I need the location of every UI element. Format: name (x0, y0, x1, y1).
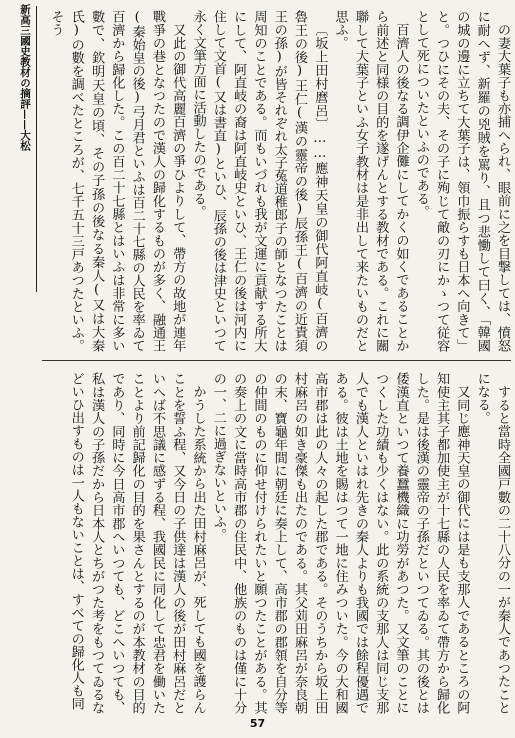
header-rule (36, 6, 37, 292)
paragraph: の妻大葉子も亦捕へられ、眼前に之を目撃しては、憤怒に耐へず、新羅の兇賊を罵り、且つ悲慟して曰く、「韓國の城の邊に立ちて大葉子は、領巾振らすも日本へ向きて」と。つひにその夫、その子に殉じて敵の刃にかゝつて従容として死についたといふのである。 (413, 10, 510, 352)
paragraph: かうした系統から出た田村麻呂が、死しても國を護らんことを誓ふ程、又今日の子供達は漢人の後が田村麻呂だといへば不思議に感ずる程、我國民に同化して忠君を働いたことより前記歸化の目的を果さんとするのが本教材の目的であり、同時に今日高市郡へいつても、どこへいつても、私は漢人の子孫だから日本人とちがつた考をもつてゐるなどいひ出すものは一人もないことは、すべての歸化人も同 (68, 372, 206, 714)
upper-column (42, 10, 512, 352)
paragraph: 百濟人の後なる調伊企儺にしてかくの如くであることから前述と同様の目的を遂げんとする教材である。これに關聯して大葉子といふ女子教材は是非出して来たいものだと思ふ。 (332, 10, 409, 352)
lower-column (42, 372, 512, 714)
running-header: 新高三國史教材の摘評——大松 (19, 4, 31, 151)
page-number: 57 (249, 717, 266, 730)
column-divider (42, 360, 511, 361)
paragraph: 又此の御代高麗百濟の爭ひよりして、帶方の故地が連年戰爭の巷となつたので漢人の歸化するものが多く、融通王(秦始皇の後)弓月君といふは百二十七縣の人民を率ゐて百濟から歸化した。この百二十七縣とはいふは非常に多い數で、欽明天皇の頃、その子孫の後なる秦人(又は大秦氏)の數を調べたところが、七千五十三戸あつたといふ。そう (48, 10, 186, 352)
paragraph: すると當時全國戸數の二十八分の一が秦人であつたことになる。 (474, 372, 510, 714)
paragraph: 〔坂上田村麿呂〕……應神天皇の御代阿直岐(百濟の魯王の後)王仁(漢の靈帝の後)辰孫王(百濟の近貴須王の孫)が皆それぞれ太子菟道稚郎子の師となつたことは周知のことである。而もいづれも我が文運に貢献する所大にして、阿直岐の裔は阿直岐史といひ、王仁の後は河内に住して文首(又は書直)といひ、辰孫の後は津史といつて永く文筆方面に活動したのである。 (190, 10, 328, 352)
paragraph: 又同じ應神天皇の御代には是も支那人であるところの阿知使主其子都加使主が十七縣の人民を率ゐて帶方から歸化した。是は後漢の靈帝の子孫だといつてゐる。其の後とは倭漢直といつて養蠶機織に功勞があつた。又文筆のことにつくした功績も少くはない。此の系統の支那人は同じ支那人でも漢人といはれ先きの秦人よりも我國では餘程優遇である。彼は土地を賜はつて一地に住みついた。今の大和國高市郡は此の人々の起した郡である。そのうちから坂上田村麻呂の如き豪傑も出たのである。其父苅田麻呂が奈良朝の末、寶龜年間に朝廷に奏上して、高市郡の郡領を自分等の仲間のものに仰せ付けられたいと願つたことがある。其の奏上の文に當時高市郡の住民中、他族のものは僅に十分の一、二に過ぎないといふ。 (210, 372, 470, 714)
